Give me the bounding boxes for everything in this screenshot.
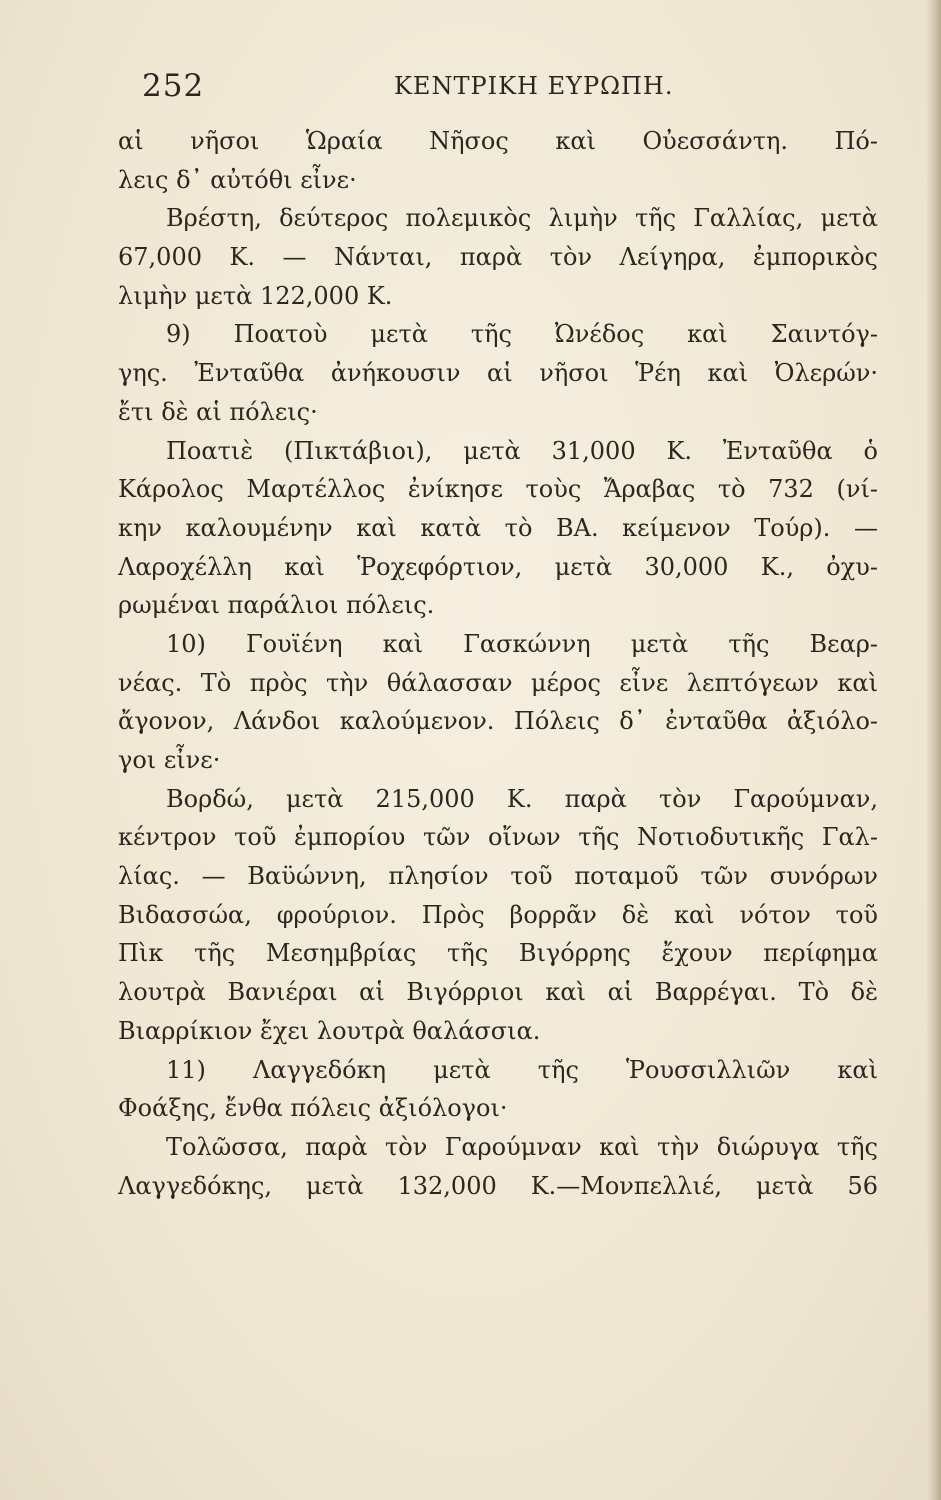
text-line: κην καλουμένην καὶ κατὰ τὸ ΒΑ. κείμενον Τούρ). — — [118, 513, 878, 542]
text-line: κέντρον τοῦ ἐμπορίου τῶν οἴνων τῆς Νοτιοδυτικῆς Γαλ- — [118, 823, 878, 852]
running-title: ΚΕΝΤΡΙΚΗ ΕΥΡΩΠΗ. — [394, 72, 674, 100]
text-line: ἔτι δὲ αἱ πόλεις· — [118, 397, 318, 426]
text-line: Φοάξης, ἔνθα πόλεις ἀξιόλογοι· — [118, 1094, 508, 1123]
text-line: Βρέστη, δεύτερος πολεμικὸς λιμὴν τῆς Γαλλίας, μετὰ — [166, 204, 878, 233]
page-header — [142, 68, 852, 112]
text-line: Λαγγεδόκης, μετὰ 132,000 Κ.—Μονπελλιέ, μετὰ 56 — [118, 1171, 878, 1200]
body-text — [118, 122, 878, 1205]
text-line: αἱ νῆσοι Ὡραία Νῆσος καὶ Οὐεσσάντη. Πό- — [118, 127, 878, 155]
text-line: λεις δ᾽ αὐτόθι εἶνε· — [118, 165, 357, 194]
text-line: λιμὴν μετὰ 122,000 Κ. — [118, 281, 393, 310]
text-line: Πὶκ τῆς Μεσημβρίας τῆς Βιγόρρης ἔχουν περίφημα — [118, 939, 878, 968]
text-line: 67,000 Κ. — Νάνται, παρὰ τὸν Λείγηρα, ἐμπορικὸς — [118, 243, 878, 272]
text-line: Βορδώ, μετὰ 215,000 Κ. παρὰ τὸν Γαρούμναν, — [166, 784, 878, 813]
text-line: 11) Λαγγεδόκη μετὰ τῆς Ῥουσσιλλιῶν καὶ — [166, 1055, 878, 1084]
text-line: Βιαρρίκιον ἔχει λουτρὰ θαλάσσια. — [118, 1016, 541, 1045]
text-line: γης. Ἐνταῦθα ἀνήκουσιν αἱ νῆσοι Ῥέη καὶ Ὀλερών· — [118, 359, 878, 388]
text-line: λίας. — Βαϋώννη, πλησίον τοῦ ποταμοῦ τῶν συνόρων — [118, 862, 878, 891]
page-number: 252 — [142, 68, 205, 104]
text-line: 9) Ποατοὺ μετὰ τῆς Ὠνέδος καὶ Σαιντόγ- — [166, 320, 878, 349]
text-line: ρωμέναι παράλιοι πόλεις. — [118, 591, 435, 620]
text-line: Τολῶσσα, παρὰ τὸν Γαρούμναν καὶ τὴν διώρυγα τῆς — [166, 1132, 878, 1161]
text-line: λουτρὰ Βανιέραι αἱ Βιγόρριοι καὶ αἱ Βαρρέγαι. Τὸ δὲ — [118, 978, 878, 1007]
text-line: 10) Γουϊένη καὶ Γασκώννη μετὰ τῆς Βεαρ- — [166, 629, 878, 658]
text-line: Κάρολος Μαρτέλλος ἐνίκησε τοὺς Ἄραβας τὸ 732 (νί- — [118, 475, 878, 504]
text-line: νέας. Τὸ πρὸς τὴν θάλασσαν μέρος εἶνε λεπτόγεων καὶ — [118, 668, 878, 697]
text-line: Βιδασσώα, φρούριον. Πρὸς βορρᾶν δὲ καὶ νότον τοῦ — [118, 900, 878, 929]
text-line: ἄγονον, Λάνδοι καλούμενον. Πόλεις δ᾽ ἐνταῦθα ἀξιόλο- — [118, 707, 878, 736]
text-line: Λαροχέλλη καὶ Ῥοχεφόρτιον, μετὰ 30,000 Κ., ὀχυ- — [118, 552, 878, 581]
text-line: Ποατιὲ (Πικτάβιοι), μετὰ 31,000 Κ. Ἐνταῦθα ὁ — [166, 436, 878, 465]
page-edge — [927, 0, 941, 1500]
text-line: γοι εἶνε· — [118, 746, 221, 774]
